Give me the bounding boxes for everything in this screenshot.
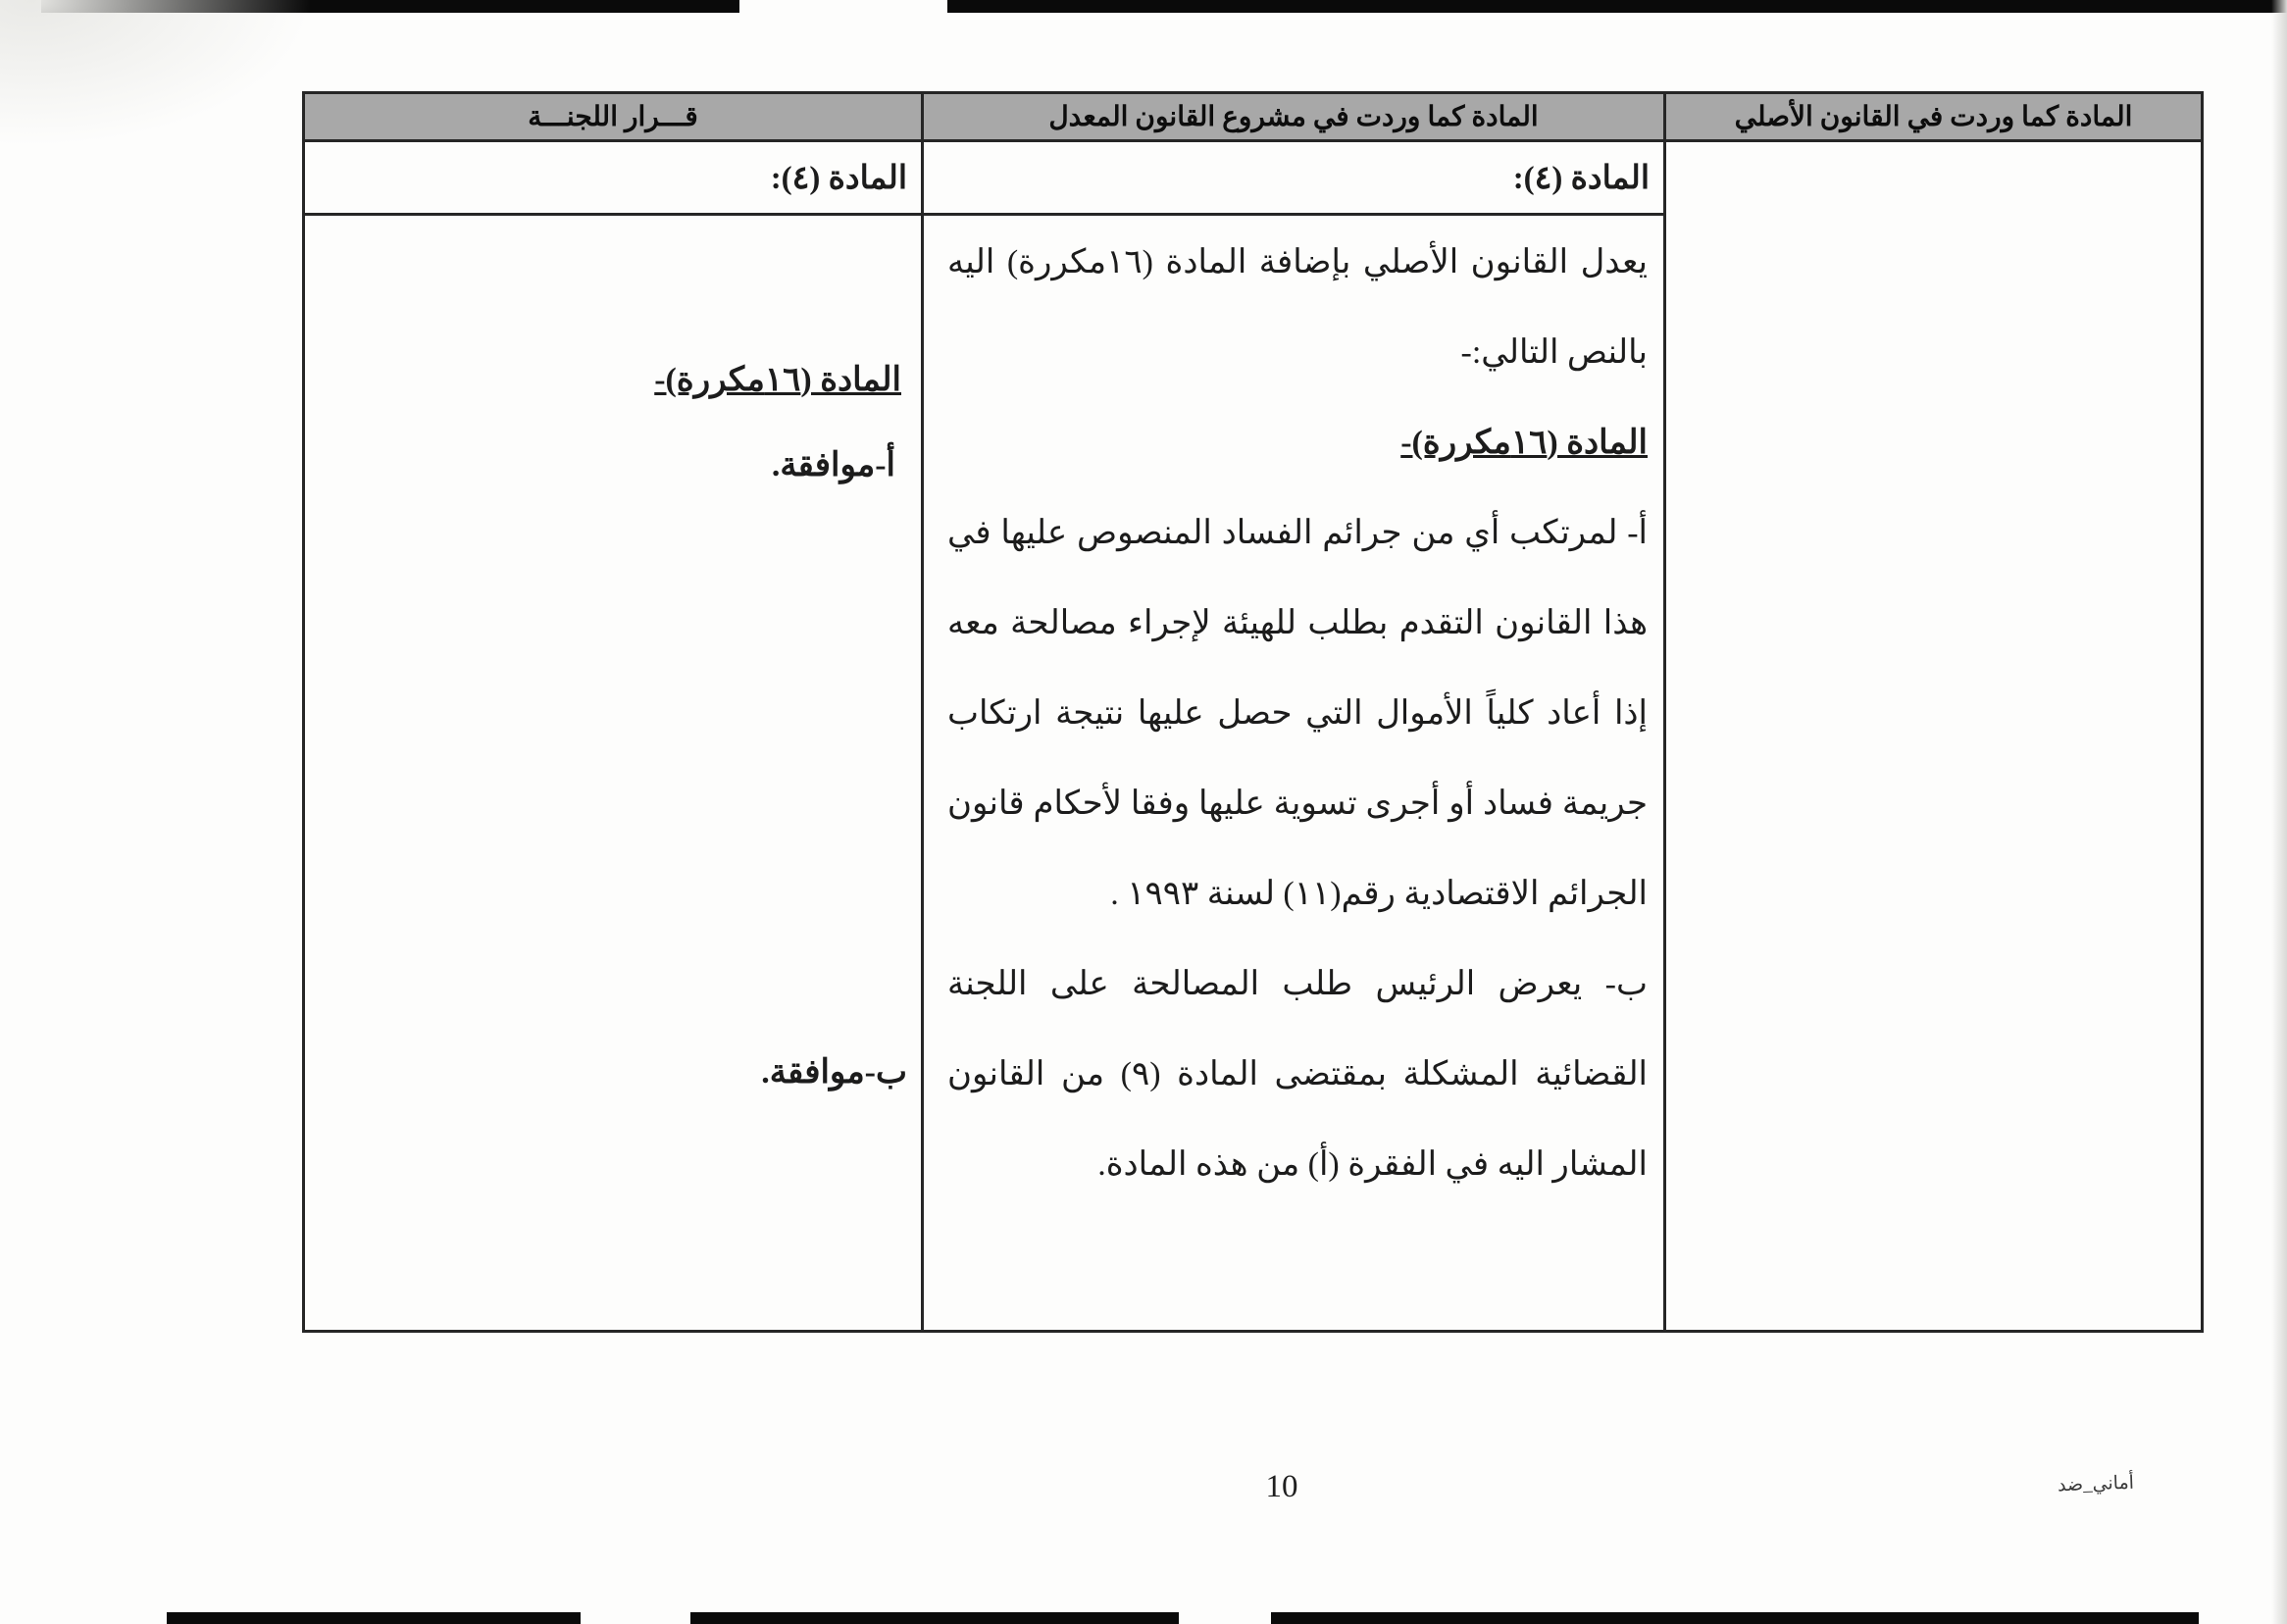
cell-committee-decision — [304, 215, 923, 1332]
page-number: 10 — [1265, 1469, 1298, 1504]
article-number-amended: المادة (٤): — [923, 141, 1665, 215]
article-number-decision: المادة (٤): — [304, 141, 923, 215]
scan-artifact-bar-bottom-left — [167, 1612, 581, 1624]
law-comparison-table — [302, 91, 2204, 1333]
scan-corner-smudge — [0, 0, 314, 147]
header-original-law-column: المادة كما وردت في القانون الأصلي — [1665, 93, 2203, 141]
amended-intro-text: يعدل القانون الأصلي بإضافة المادة (١٦مكررة) اليه بالنص التالي:- — [947, 244, 1648, 371]
scan-artifact-bar-bottom-middle — [690, 1612, 1179, 1624]
signature-mark: أماني_ضد — [2057, 1472, 2135, 1497]
scan-artifact-bar-top-right — [947, 0, 2287, 13]
cell-original-law-empty — [1665, 141, 2203, 1332]
header-committee-decision-column: قـــرار اللجنـــة — [304, 93, 923, 141]
amended-clause-a: أ- لمرتكب أي من جرائم الفساد المنصوص عليها في هذا القانون التقدم بطلب للهيئة لإجراء مصالحة معه إذا أعاد كلياً الأموال التي حصل عليها نتيجة ارتكاب جريمة فساد أو أجرى تسوية عليها وفقا لأحكام قانون الجرائم الاقتصادية رقم(١١) لسنة ١٩٩٣ . — [947, 515, 1648, 912]
scan-artifact-bar-bottom-right — [1271, 1612, 2199, 1624]
table-header-row — [304, 93, 2203, 141]
amended-article-heading: المادة (١٦مكررة)- — [1400, 425, 1648, 461]
amended-clause-b: ب- يعرض الرئيس طلب المصالحة على اللجنة القضائية المشكلة بمقتضى المادة (٩) من القانون المشار اليه في الفقرة (أ) من هذه المادة. — [947, 966, 1648, 1183]
header-amended-draft-column: المادة كما وردت في مشروع القانون المعدل — [923, 93, 1665, 141]
decision-clause-b: ب-موافقة. — [761, 1054, 907, 1091]
decision-article-heading: المادة (١٦مكررة)- — [654, 362, 901, 398]
cell-amended-draft-text — [923, 215, 1665, 1332]
decision-clause-a: أ-موافقة. — [771, 447, 895, 483]
article-number-row — [304, 141, 2203, 215]
scan-edge-shadow — [2271, 0, 2287, 1624]
